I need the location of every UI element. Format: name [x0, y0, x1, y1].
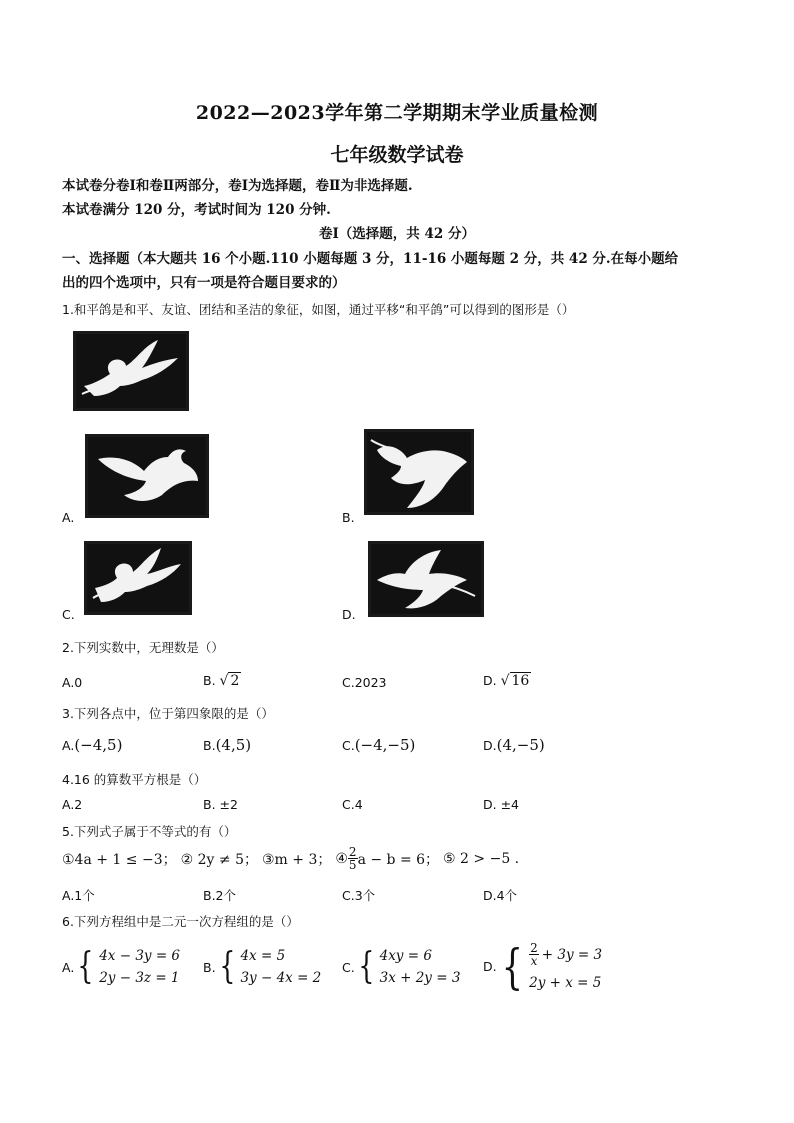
intro-line-1: 本试卷分卷Ⅰ和卷Ⅱ两部分，卷Ⅰ为选择题，卷Ⅱ为非选择题. [62, 178, 413, 194]
q5-expression-1: ①4a + 1 ≤ −3； [62, 851, 177, 868]
brace-icon: { [358, 946, 375, 987]
q5-expression-3: ③m + 3； [261, 851, 332, 868]
brace-icon: { [77, 946, 94, 987]
q5-expression-4-marker: ④ [335, 850, 348, 867]
dove-icon [87, 544, 189, 612]
option-a-label[interactable]: A. [62, 510, 75, 525]
q6-option-d[interactable] [483, 938, 603, 995]
equation-line: 4xy = 6 [379, 948, 432, 964]
equation-system [240, 948, 321, 986]
q5-expression-4-rest: a − b = 6； [357, 851, 440, 868]
q5-expression-2: ② 2y ≠ 5； [180, 851, 258, 868]
q2-option-b-label: B. [203, 673, 216, 688]
sqrt-symbol: √ [500, 673, 510, 689]
option-a-image[interactable] [85, 434, 209, 518]
q4-option-d[interactable]: D. ±4 [483, 797, 519, 812]
option-b-label[interactable]: B. [342, 510, 355, 525]
equation-system [529, 942, 602, 991]
section-heading: 卷Ⅰ（选择题，共 42 分） [318, 226, 475, 242]
q3-option-c-math: (−4,−5) [354, 736, 416, 754]
question-3-stem: 3.下列各点中，位于第四象限的是（） [62, 706, 274, 721]
fraction [529, 942, 539, 967]
q4-option-c[interactable]: C.4 [342, 797, 363, 812]
brace-icon: { [501, 938, 523, 995]
q5-expressions [62, 846, 519, 871]
q3-option-d-label: D. [483, 738, 497, 753]
equation-system [380, 948, 461, 986]
fraction-numerator: 2 [530, 941, 538, 955]
q3-option-a[interactable] [62, 736, 122, 754]
q3-option-b-label: B. [203, 738, 216, 753]
q3-option-c-label: C. [342, 738, 355, 753]
q6-option-c-label: C. [342, 959, 355, 975]
equation-line: 3y − 4x = 2 [240, 970, 322, 986]
q5-expression-5: ⑤ 2 > −5 . [443, 850, 520, 867]
equation-line: 4x − 3y = 6 [99, 948, 181, 964]
q3-option-a-label: A. [62, 738, 75, 753]
q3-option-d[interactable] [483, 736, 545, 754]
question-6-stem: 6.下列方程组中是二元一次方程组的是（） [62, 914, 299, 929]
q2-option-a[interactable]: A.0 [62, 675, 83, 690]
q6-option-c[interactable] [342, 948, 460, 986]
equation-line [529, 942, 602, 967]
dove-icon [367, 432, 471, 512]
question-4-stem: 4.16 的算数平方根是（） [62, 772, 207, 787]
equation-line: 4x = 5 [240, 948, 286, 964]
q2-option-d-label: D. [483, 673, 497, 688]
equation-system [99, 948, 180, 986]
intro-line-2: 本试卷满分 120 分，考试时间为 120 分钟. [62, 202, 331, 218]
equation-line: 2y − 3z = 1 [99, 970, 180, 986]
q5-expression-4 [335, 846, 439, 871]
brace-icon: { [218, 946, 236, 987]
question-1-stem: 1.和平鸽是和平、友谊、团结和圣洁的象征，如图，通过平移“和平鸽”可以得到的图形是（） [62, 302, 575, 317]
q2-option-b[interactable] [203, 672, 241, 689]
q4-option-a[interactable]: A.2 [62, 797, 83, 812]
q5-option-a[interactable]: A.1个 [62, 888, 95, 903]
fraction-denominator: 5 [348, 858, 357, 872]
section-instruction-1: 一、选择题（本大题共 16 个小题.110 小题每题 3 分，11-16 小题每题 2 分，共 42 分.在每小题给 [62, 251, 679, 267]
question-5-stem: 5.下列式子属于不等式的有（） [62, 824, 237, 839]
q6-option-a-label: A. [62, 959, 75, 975]
fraction-denominator: x [530, 954, 538, 968]
q3-option-b[interactable] [203, 736, 251, 754]
equation-line: 3x + 2y = 3 [379, 970, 461, 986]
dove-icon [76, 334, 186, 408]
q3-option-c[interactable] [342, 736, 415, 754]
dove-reference-image [73, 331, 189, 411]
q4-option-b[interactable]: B. ±2 [203, 797, 238, 812]
option-d-label[interactable]: D. [342, 607, 356, 622]
equation-line: 2y + x = 5 [529, 975, 602, 991]
question-2-stem: 2.下列实数中，无理数是（） [62, 640, 224, 655]
q5-option-c[interactable]: C.3个 [342, 888, 376, 903]
sqrt-symbol: √ [219, 673, 229, 689]
q2-option-b-radicand: 2 [230, 673, 240, 689]
q5-option-b[interactable]: B.2个 [203, 888, 237, 903]
exam-title: 2022—2023学年第二学期期末学业质量检测 [195, 102, 599, 124]
option-c-image[interactable] [84, 541, 192, 615]
q2-option-d[interactable] [483, 672, 531, 689]
q3-option-b-math: (4,5) [215, 736, 252, 754]
section-instruction-2: 出的四个选项中，只有一项是符合题目要求的） [62, 275, 346, 291]
fraction [348, 846, 358, 871]
q2-option-c[interactable]: C.2023 [342, 675, 387, 690]
q6-option-a[interactable] [62, 948, 180, 986]
equation-rest: + 3y = 3 [541, 946, 603, 963]
option-b-image[interactable] [364, 429, 474, 515]
option-c-label[interactable]: C. [62, 607, 75, 622]
q6-option-b-label: B. [203, 959, 216, 975]
q3-option-d-math: (4,−5) [496, 736, 545, 754]
exam-subtitle: 七年级数学试卷 [330, 144, 464, 166]
dove-icon [88, 437, 206, 515]
q2-option-d-radicand: 16 [511, 673, 530, 689]
fraction-numerator: 2 [348, 845, 357, 859]
option-d-image[interactable] [368, 541, 484, 617]
q3-option-a-math: (−4,5) [74, 736, 123, 754]
q6-option-b[interactable] [203, 948, 321, 986]
q5-option-d[interactable]: D.4个 [483, 888, 518, 903]
q6-option-d-label: D. [483, 959, 497, 974]
dove-icon [371, 544, 481, 614]
